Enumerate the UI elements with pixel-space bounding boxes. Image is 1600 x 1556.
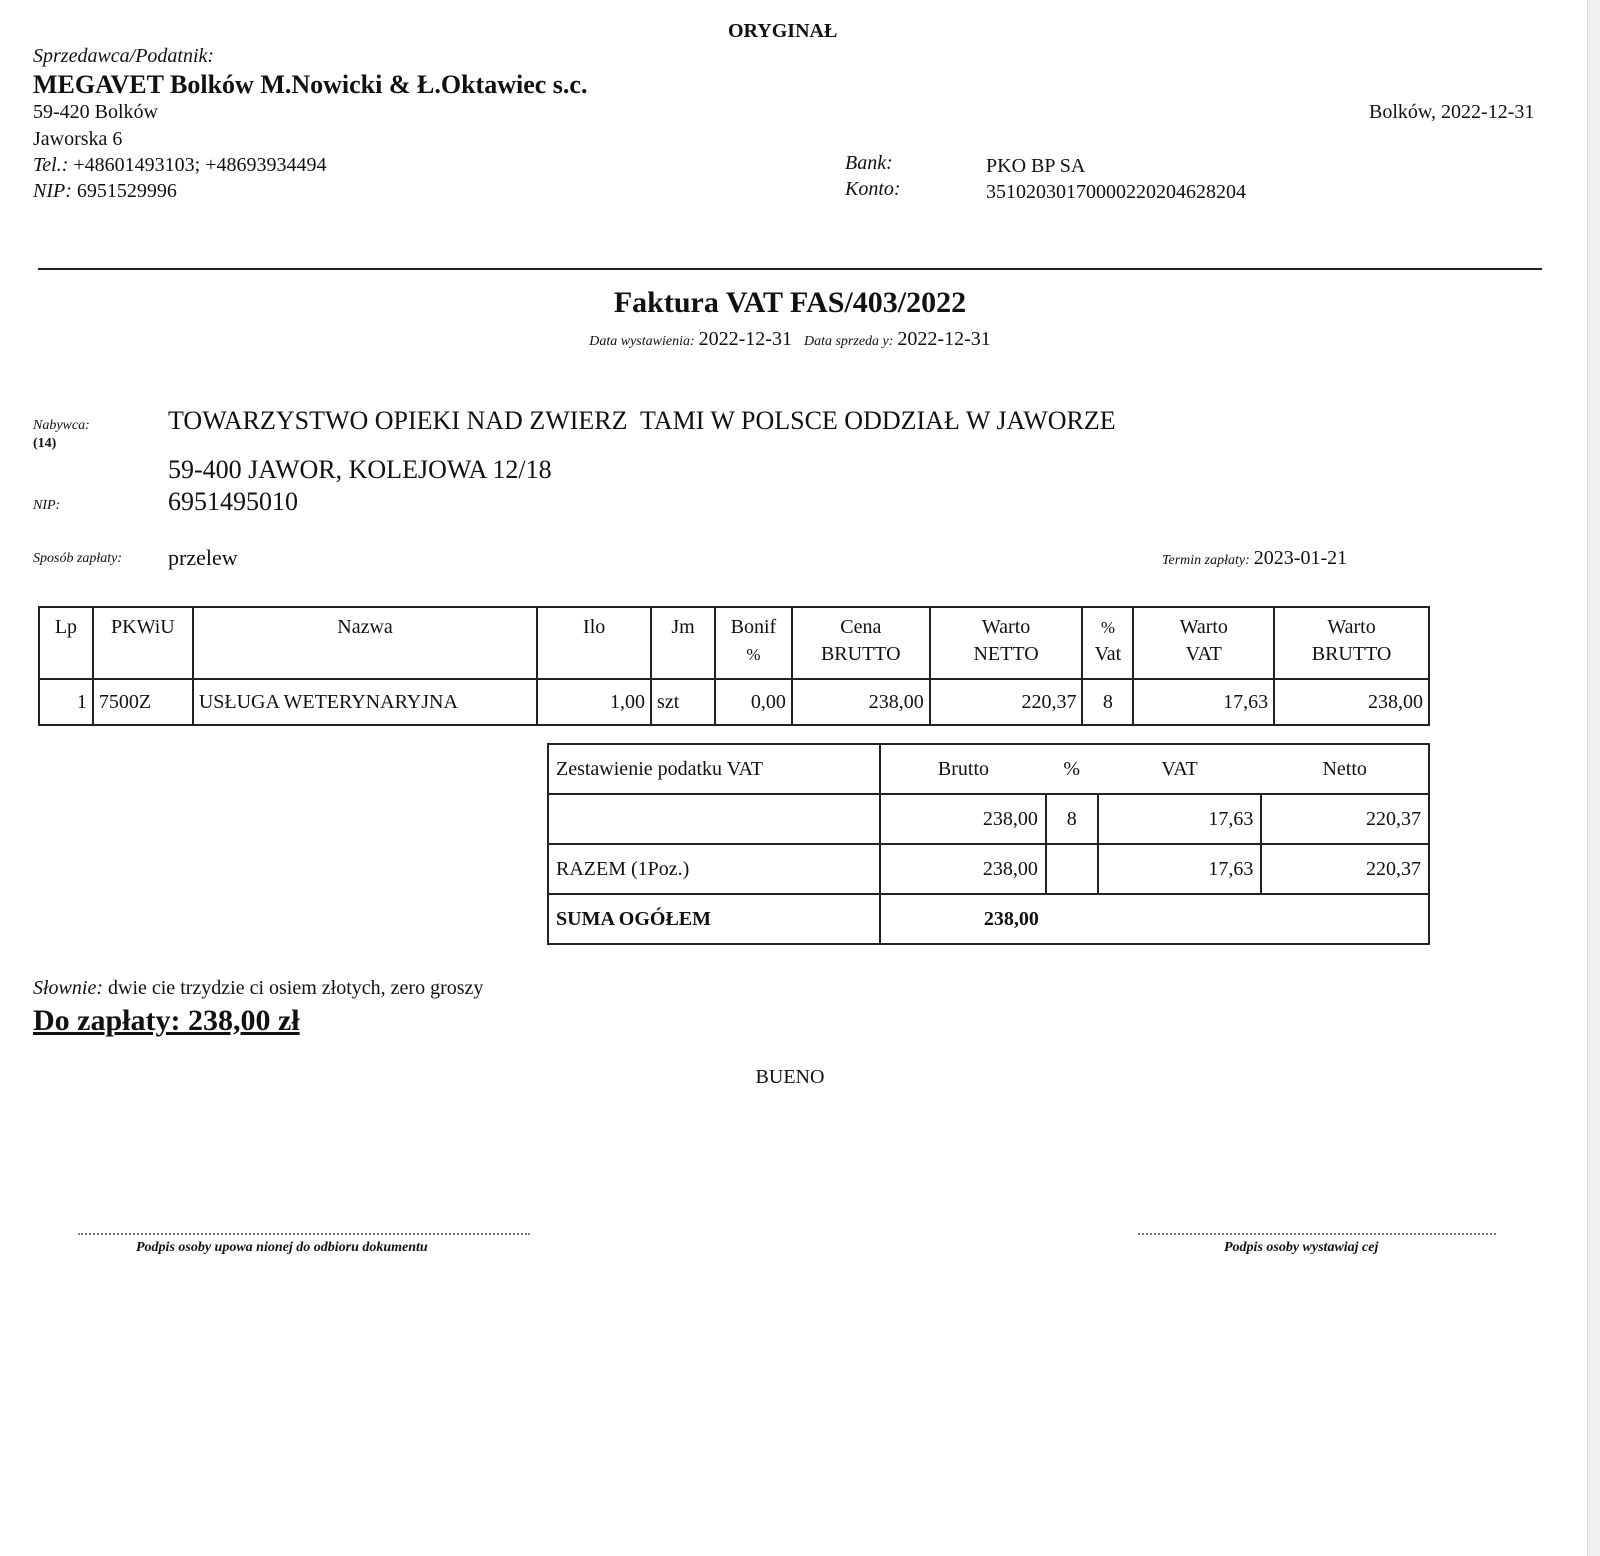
signature-label-left: Podpis osoby upowa nionej do odbioru dokumentu [136, 1240, 428, 1255]
vat-total-label: RAZEM (1Poz.) [548, 844, 880, 894]
vat-rate-pct: 8 [1046, 794, 1098, 844]
sale-date-label: Data sprzeda y: [803, 334, 894, 349]
words-label: Słownie: [33, 977, 103, 999]
account-label: Konto: [845, 178, 901, 200]
invoice-dates [0, 328, 1580, 351]
cell-netto: 220,37 [930, 679, 1083, 725]
vat-grand-value: 238,00 [880, 894, 1046, 944]
col-brutto-1: Warto [1327, 616, 1376, 638]
buyer-nip-value: 6951495010 [168, 487, 298, 516]
col-bonif-2: % [746, 645, 761, 664]
place-date: Bolków, 2022-12-31 [1369, 101, 1535, 123]
vat-rate-vat: 17,63 [1098, 794, 1262, 844]
col-cena-2: BRUTTO [820, 643, 901, 665]
payment-label: Sposób zapłaty: [33, 551, 123, 566]
words-value: dwie cie trzydzie ci osiem złotych, zero groszy [108, 977, 484, 999]
col-jm: Jm [651, 607, 715, 679]
vat-col-brutto: Brutto [880, 744, 1046, 794]
col-lp: Lp [39, 607, 93, 679]
to-pay: Do zapłaty: 238,00 zł [33, 1004, 300, 1037]
col-vatp-2: Vat [1094, 643, 1122, 665]
vat-col-pct: % [1046, 744, 1098, 794]
seller-street: Jaworska 6 [33, 128, 123, 150]
col-netto [930, 607, 1083, 679]
due-value: 2023-01-21 [1253, 547, 1348, 569]
account-value: 35102030170000220204628204 [986, 181, 1246, 203]
divider [38, 268, 1542, 270]
seller-city: 59-420 Bolków [33, 101, 158, 123]
vat-total-row [548, 844, 1429, 894]
col-netto-1: Warto [981, 616, 1031, 638]
vat-grand-label: SUMA OGÓŁEM [548, 894, 880, 944]
col-nazwa: Nazwa [193, 607, 537, 679]
vat-rate-netto: 220,37 [1261, 794, 1429, 844]
vat-total-pct [1046, 844, 1098, 894]
seller-label: Sprzedawca/Podatnik: [33, 45, 215, 67]
nip-label: NIP: [33, 180, 72, 202]
col-vat-2: VAT [1185, 643, 1222, 665]
col-netto-2: NETTO [973, 643, 1039, 665]
vat-grand-empty [1046, 894, 1429, 944]
cell-brutto: 238,00 [1274, 679, 1429, 725]
cell-vat: 17,63 [1133, 679, 1274, 725]
cell-ilo: 1,00 [537, 679, 651, 725]
col-brutto-2: BRUTTO [1311, 643, 1392, 665]
cell-pkwiu: 7500Z [93, 679, 193, 725]
vat-summary-table [547, 743, 1430, 945]
signature-line-left [78, 1233, 530, 1235]
buyer-nip-label: NIP: [33, 498, 61, 513]
nip-value: 6951529996 [76, 180, 177, 202]
bank-value: PKO BP SA [986, 155, 1086, 177]
col-pkwiu: PKWiU [93, 607, 193, 679]
cell-vatp: 8 [1082, 679, 1133, 725]
cell-bonif: 0,00 [715, 679, 792, 725]
col-bonif-1: Bonif [730, 616, 777, 638]
issuer-name: BUENO [755, 1066, 825, 1088]
buyer-code: (14) [33, 436, 57, 451]
vat-total-brutto: 238,00 [880, 844, 1046, 894]
col-vatp-1: % [1100, 618, 1115, 637]
vat-header-row [548, 744, 1429, 794]
vat-total-netto: 220,37 [1261, 844, 1429, 894]
col-vat-1: Warto [1179, 616, 1228, 638]
table-row [39, 679, 1429, 725]
bank-label: Bank: [845, 152, 893, 174]
scrollbar[interactable] [1587, 0, 1600, 1556]
buyer-address: 59-400 JAWOR, KOLEJOWA 12/18 [168, 455, 552, 484]
seller-nip [33, 180, 177, 203]
payment-value: przelew [168, 545, 238, 570]
due-label: Termin zapłaty: [1162, 553, 1250, 568]
col-vat [1133, 607, 1274, 679]
col-vatp [1082, 607, 1133, 679]
col-bonif [715, 607, 792, 679]
vat-rate-row [548, 794, 1429, 844]
cell-cena: 238,00 [792, 679, 930, 725]
copy-label: ORYGINAŁ [728, 20, 838, 42]
vat-rate-empty [548, 794, 880, 844]
cell-jm: szt [651, 679, 715, 725]
signature-label-right: Podpis osoby wystawiaj cej [1224, 1240, 1379, 1255]
vat-rate-brutto: 238,00 [880, 794, 1046, 844]
cell-nazwa: USŁUGA WETERYNARYJNA [193, 679, 537, 725]
buyer-name: TOWARZYSTWO OPIEKI NAD ZWIERZ TAMI W POLSCE ODDZIAŁ W JAWORZE [168, 406, 1116, 435]
sale-date: 2022-12-31 [897, 328, 991, 350]
cell-lp: 1 [39, 679, 93, 725]
seller-tel [33, 154, 327, 177]
tel-label: Tel.: [33, 154, 69, 176]
items-table [38, 606, 1430, 726]
issue-date: 2022-12-31 [698, 328, 792, 350]
due-date [1162, 547, 1347, 570]
amount-in-words [33, 977, 483, 1000]
buyer-label: Nabywca: [33, 418, 90, 433]
vat-col-netto: Netto [1261, 744, 1429, 794]
tel-value: +48601493103; +48693934494 [73, 154, 327, 176]
vat-title: Zestawienie podatku VAT [548, 744, 880, 794]
signature-line-right [1138, 1233, 1496, 1235]
col-ilo: Ilo [537, 607, 651, 679]
vat-total-vat: 17,63 [1098, 844, 1262, 894]
vat-col-vat: VAT [1098, 744, 1262, 794]
items-header-row [39, 607, 1429, 679]
vat-grand-row [548, 894, 1429, 944]
seller-name: MEGAVET Bolków M.Nowicki & Ł.Oktawiec s.c. [33, 70, 588, 99]
issue-date-label: Data wystawienia: [589, 334, 695, 349]
invoice-title: Faktura VAT FAS/403/2022 [613, 286, 967, 319]
col-cena [792, 607, 930, 679]
col-cena-1: Cena [840, 616, 882, 638]
col-brutto [1274, 607, 1429, 679]
